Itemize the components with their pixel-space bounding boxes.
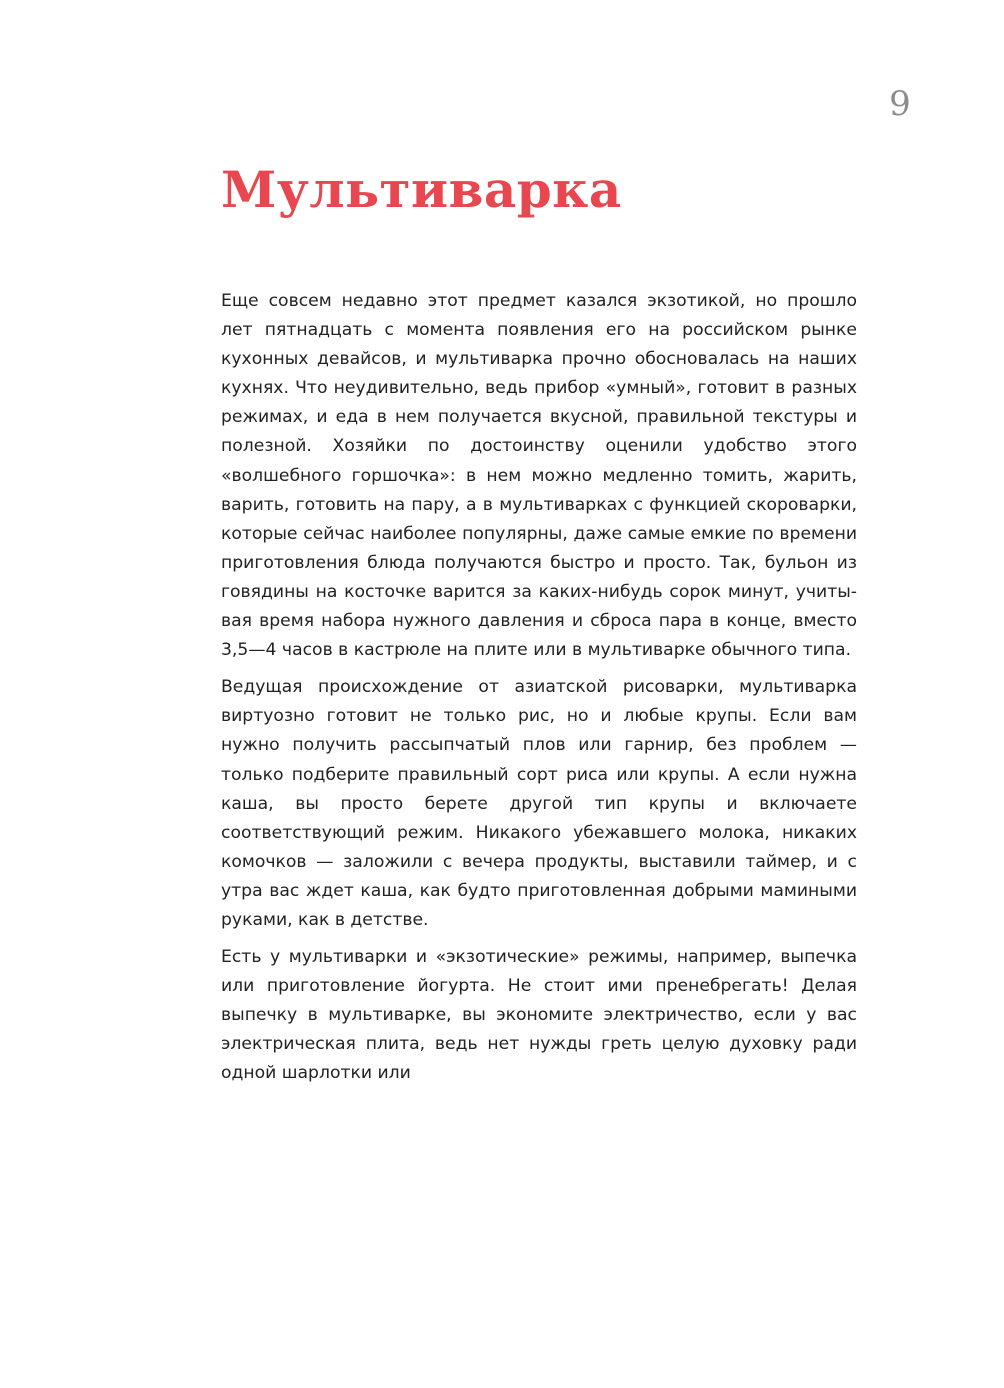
paragraph: Еще совсем недавно этот предмет казался экзотикой, но прошло лет пятнадцать с момента появления его на российском рынке кухонных девайсов, и мультиварка прочно обосновалась на наших кухнях. Что неудивительно, ведь прибор «умный», готовит в разных режимах, и еда в нем получается вкусной, правильной текстуры и полезной. Хозяйки по достоинству оценили удобство этого «волшебного горшочка»: в нем можно медленно томить, жарить, варить, готовить на пару, а в мультиварках с функцией скороварки, которые сейчас наиболее популярны, даже самые емкие по времени приготовления блюда получаются быстро и просто. Так, бульон из говядины на косточке варится за каких-нибудь сорок минут, учитывая время набора нужного давления и сброса пара в конце, вместо 3,5—4 часов в кастрюле на плите или в мультиварке обычного типа. <box>221 291 857 661</box>
paragraph: Ведущая происхождение от азиатской рисоварки, мультиварка виртуозно готовит не только рис, но и любые крупы. Если вам нужно получить рассыпчатый плов или гарнир, без проблем — только подберите правильный сорт риса или крупы. А если нужна каша, вы просто берете другой тип крупы и включаете соответствующий режим. Никакого убежавшего молока, никаких комочков — заложили с вечера продукты, выставили таймер, и с утра вас ждет каша, как будто приготовленная добрыми мамиными руками, как в детстве. <box>221 677 857 930</box>
page-number: 9 <box>889 84 911 124</box>
paragraph: Есть у мультиварки и «экзотические» режимы, например, выпечка или приготовление йогурта. Не стоит ими пренебрегать! Делая выпечку в мультиварке, вы экономите электричество, если у вас электрическая плита, ведь нет нужды греть целую духовку ради одной шарлотки или <box>221 947 857 1084</box>
chapter-title: Мультиварка <box>221 160 622 219</box>
body-text <box>221 287 857 1097</box>
